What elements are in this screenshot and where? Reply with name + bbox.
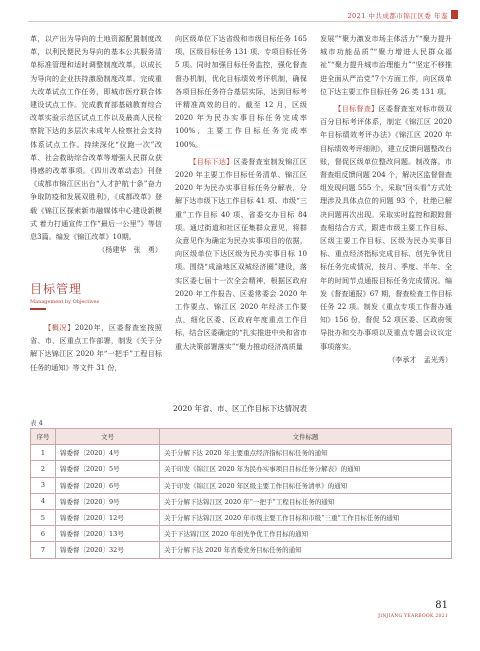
- paragraph: 革，以产出为导向的土地资源配置制度改革，以利民便民为导向的基本公共服务清单标准管理和适时调整制度改革，以成长为导向的企业扶持激励制度改革。完成重大改革试点工作任务，即城市医疗联合体建设试点工作。完成教育部基础教育综合改革实验示范区试点工作以及最高人民检察院下达的多层次未成年人检察社会支持体系试点工作。持续深化“仪跑一次”改革、社会救助综合改革等增强人民群众获得感的改革事项。《四川改革动态》刊登《成都市锦江区出台“人才护航十条”奋力争取防疫和发展双胜利》，《成都改革》登载《锦江区探索新市融媒体中心建设新模式 着力打通宣传工作“最后一公里”》等信息3篇。编发《锦江改革》10期。: [30, 34, 162, 242]
- table-row: [31, 477, 452, 493]
- doc-title: 关于下达锦江区 2020 年创先争优工作目标的通知: [160, 526, 452, 542]
- row-number: 7: [31, 542, 56, 558]
- section-subtitle: Management by Objectives: [30, 299, 100, 305]
- paragraph: [175, 155, 307, 353]
- paragraph-tag: 【目标下达】: [189, 156, 234, 166]
- section-heading: [30, 280, 162, 310]
- text-column-1: [30, 32, 162, 256]
- table-row: [31, 542, 452, 558]
- author-credit: （李承才 孟光秀）: [388, 354, 452, 364]
- row-number: 2: [31, 461, 56, 477]
- doc-title: 关于分解下达 2020 年主要重点经济指标目标任务的通知: [160, 445, 452, 461]
- table-header-row: [31, 429, 452, 445]
- paragraph-tag: 【目标督查】: [334, 104, 379, 114]
- row-number: 1: [31, 445, 56, 461]
- doc-number: 锦委督〔2020〕13号: [56, 526, 160, 542]
- doc-title: 关于分解下达锦江区 2020 年“一把手”工程目标任务的通知: [160, 493, 452, 509]
- header-cell: 文件标题: [160, 429, 452, 445]
- paragraph: 发展”“聚力激发市场主体活力”“聚力提升城市功能品质”“聚力增进人民群众福祉”“聚力提升城市治理能力”“坚定不移推进全面从严治党”7个方面工作，向区级单位下达主要工作目标任务 26 类 131 项。: [320, 34, 452, 96]
- table-title: 2020 年省、市、区工作目标下达情况表: [173, 404, 307, 413]
- paragraph-text: 区委督查室制发锦江区 2020 年主要工作目标任务清单、锦江区 2020 年为民办实事目标任务分解表，分解下达市级下达工作目标 41 项、市级“三重”工作目标 40 项、省委交办目标 84 项。通过街道和社区征集群众意见，将群众意见作为确定为民办实事项目的依据，向区级单位下达区级为民办实事目标 10 项。围绕“成渝地区双城经济圈”建设，落实区委七届十一次全会精神，根据区政府 2020 年工作报告、区委常委会 2020 年工作要点、锦江区 2020 年经济工作要点，细化区委、区政府年度重点工作目标，结合区委确定的“扎实推进中央和省市重大决策部署落实”“聚力推动经济高质量: [175, 156, 308, 351]
- header-rule: [28, 21, 452, 22]
- table-row: [31, 461, 452, 477]
- paragraph: 向区级单位下达省级和市级目标任务 165 项、区级目标任务 131 项、专项目标任务 5 项。同时加强目标任务监控，强化督查督办机制，优化目标绩效考评机制，确保各项目标任务符合基层实际，达到目标考评精准高效的目的。截至 12 月，区级 2020 年为民办实事目标任务完成率 100%，主要工作目标任务完成率 100%。: [175, 34, 307, 149]
- text-column-3: [320, 32, 452, 366]
- table-row: [31, 509, 452, 525]
- paragraph-text: 区委督查室对标市级双百分目标考评体系，制定《锦江区 2020 年目标绩效考评办法》《锦江区 2020 年目标绩效考评细则》，建立反馈问题整改台账，督促区级单位整改问题。制改落。市督查组反馈问题 204 个，解决区监督督查组发现问题 555 个。采取“回头看”方式处理涉及具体点位的问题 93 个，杜绝已解决问题再次出现。采取实时监控和跟踪督查相结合方式，跟进市级主要工作目标、区级主要工作目标、区级为民办实事目标、重点经济指标完成目标、创先争优目标任务完成情况，按月、季度、半年、全年的时间节点通报目标任务完成情况。编发《督查通报》67 期，督查检查工作目标任务 22 项。制发《重点专项工作督办通知》156 份，督促 52 项区委、区政府领导批办和交办事项以及重点专题会议议定事项落实。: [320, 104, 453, 351]
- header-cell: 文号: [56, 429, 160, 445]
- doc-title: 关于印发《锦江区 2020 年区级主要工作目标任务清单》的通知: [160, 477, 452, 493]
- doc-number: 锦委督〔2020〕6号: [56, 477, 160, 493]
- targets-table: [30, 428, 452, 559]
- header-cell: 序号: [31, 429, 56, 445]
- doc-title: 关于分解下达 2020 年省委党务目标任务的通知: [160, 542, 452, 558]
- doc-number: 锦委督〔2020〕12号: [56, 509, 160, 525]
- paragraph-text: 2020年，区委督查室按照省、市、区重点工作部署，制发《关于分解下达锦江区 2020 年“一把手”工程目标任务的通知》等文件 31 份，: [30, 323, 163, 372]
- doc-number: 锦委督〔2020〕32号: [56, 542, 160, 558]
- table-row: [31, 493, 452, 509]
- yearbook-label: JINJIANG YEARBOOK 2021: [378, 614, 448, 619]
- text-column-2: [175, 32, 307, 353]
- row-number: 3: [31, 477, 56, 493]
- table-row: [31, 526, 452, 542]
- text-column-1-lower: [30, 321, 162, 374]
- table-label: 表 4: [30, 419, 43, 427]
- paragraph: [30, 321, 162, 374]
- paragraph-tag: 【概况】: [44, 323, 75, 332]
- row-number: 4: [31, 493, 56, 509]
- section-title: 目标管理: [30, 282, 83, 296]
- header-marker: [451, 10, 458, 19]
- doc-title: 关于分解下达锦江区 2020 年市级主要工作目标和市级“三重”工作目标任务的通知: [160, 509, 452, 525]
- running-header: 2021 中共成都市锦江区委 年鉴: [347, 12, 448, 20]
- doc-number: 锦委督〔2020〕4号: [56, 445, 160, 461]
- author-credit: （杨建华 张 勇）: [98, 245, 162, 255]
- page-number: 81: [435, 600, 448, 611]
- section-rule: [30, 308, 46, 310]
- doc-title: 关于印发《锦江区 2020 年为民办实事项目目标任务分解表》的通知: [160, 461, 452, 477]
- paragraph: [320, 102, 452, 353]
- row-number: 6: [31, 526, 56, 542]
- table-row: [31, 445, 452, 461]
- row-number: 5: [31, 509, 56, 525]
- doc-number: 锦委督〔2020〕5号: [56, 461, 160, 477]
- doc-number: 锦委督〔2020〕9号: [56, 493, 160, 509]
